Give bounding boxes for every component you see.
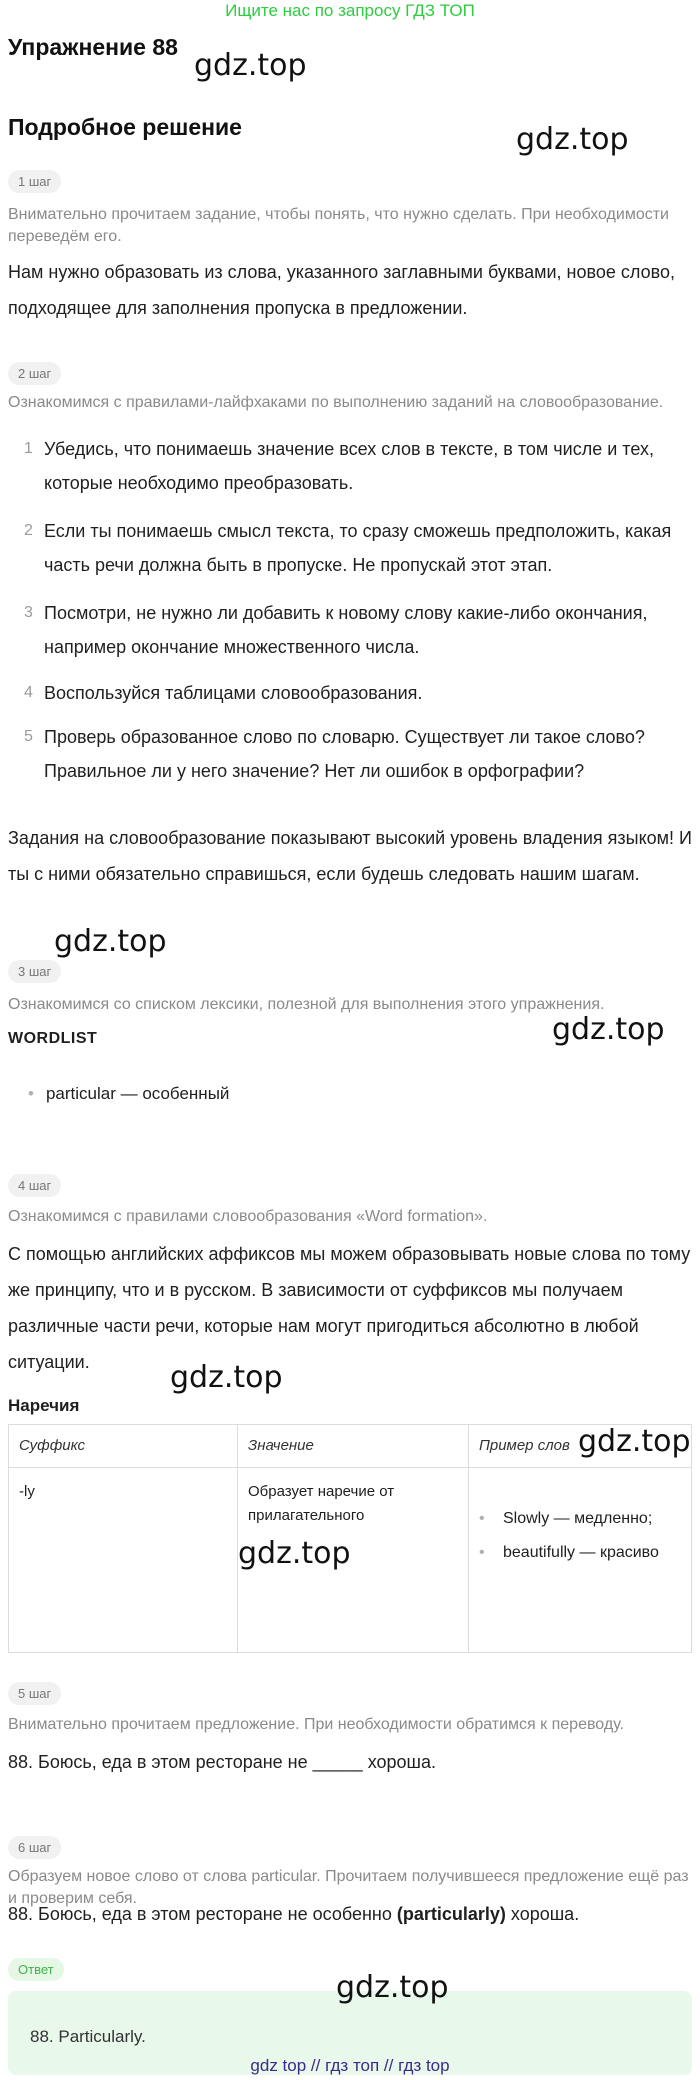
answer-text: 88. Particularly. (30, 2027, 146, 2046)
wordlist-item-text: particular — особенный (45, 1084, 230, 1103)
sentence-end: хороша. (505, 1904, 580, 1924)
watermark: gdz.top (194, 48, 307, 83)
watermark: gdz.top (170, 1360, 283, 1395)
watermark: gdz.top (578, 1424, 691, 1459)
bullet-icon: • (479, 1544, 485, 1561)
bullet-icon: • (479, 1510, 485, 1527)
step-text-5: 88. Боюсь, еда в этом ресторане не _____ хороша. (8, 1752, 436, 1772)
watermark: gdz.top (552, 1012, 665, 1047)
step-badge-5: 5 шаг (8, 1682, 61, 1705)
step-hint-2: Ознакомимся с правилами-лайфхаками по выполнению заданий на словообразование. (8, 394, 664, 411)
list-item-number: 2 (24, 522, 33, 539)
step-hint-6: Образуем новое слово от слова particular. Прочитаем получившееся предложение ещё раз и проверим себя. (8, 1868, 689, 1907)
step-hint-1: Внимательно прочитаем задание, чтобы понять, что нужно сделать. При необходимости переведём его. (8, 206, 669, 245)
wordlist-title: WORDLIST (8, 1030, 98, 1047)
step-text-6 (8, 1896, 692, 1932)
step-outro-2: Задания на словообразование показывают высокий уровень владения языком! И ты с ними обязательно справишься, если будешь следовать нашим шагам. (8, 828, 692, 884)
watermark: gdz.top (54, 924, 167, 959)
answer-badge: Ответ (8, 1958, 64, 1981)
list-item-number: 5 (24, 728, 33, 745)
list-item-text: Убедись, что понимаешь значение всех слов в тексте, в том числе и тех, которые необходимо преобразовать. (44, 439, 654, 493)
example-text: Slowly — медленно; (503, 1510, 653, 1527)
list-item-number: 3 (24, 604, 33, 621)
search-banner[interactable]: Ищите нас по запросу ГДЗ ТОП (225, 1, 475, 20)
list-item-text: Проверь образованное слово по словарю. Существует ли такое слово? Правильное ли у него значение? Нет ли ошибок в орфографии? (44, 727, 645, 781)
page-title: Упражнение 88 (8, 34, 178, 60)
watermark: gdz.top (238, 1536, 351, 1571)
table-cell-examples (469, 1468, 692, 1653)
sentence-start: 88. Боюсь, еда в этом ресторане не особенно (8, 1904, 397, 1924)
wordlist-item (28, 1084, 229, 1104)
step-badge-2: 2 шаг (8, 362, 61, 385)
step-badge-4: 4 шаг (8, 1174, 61, 1197)
footer-links[interactable]: gdz top // гдз топ // гдз top (250, 2056, 450, 2075)
list-item-text: Если ты понимаешь смысл текста, то сразу сможешь предположить, какая часть речи должна быть в пропуске. Не пропускай этот этап. (44, 521, 672, 575)
list-item-number: 4 (24, 684, 33, 701)
watermark: gdz.top (516, 122, 629, 157)
example-text: beautifully — красиво (503, 1544, 659, 1561)
step-text-4: С помощью английских аффиксов мы можем образовывать новые слова по тому же принципу, что и в русском. В зависимости от суффиксов мы получаем различные части речи, которые нам могут пригодиться абсолютно в любой ситуации. (8, 1244, 691, 1372)
answer-word: (particularly) (396, 1904, 506, 1924)
solution-subtitle: Подробное решение (8, 114, 242, 140)
watermark: gdz.top (336, 1970, 449, 2005)
step-hint-4: Ознакомимся с правилами словообразования «Word formation». (8, 1208, 488, 1225)
list-item-text: Посмотри, не нужно ли добавить к новому слову какие-либо окончания, например окончание множественного числа. (44, 603, 648, 657)
list-item (479, 1502, 681, 1536)
section-title-adverbs: Наречия (8, 1396, 80, 1415)
table-header-cell: Суффикс (9, 1425, 238, 1468)
step-hint-5: Внимательно прочитаем предложение. При необходимости обратимся к переводу. (8, 1716, 625, 1733)
table-cell-meaning: Образует наречие от прилагательного (238, 1468, 469, 1653)
step-badge-6: 6 шаг (8, 1836, 61, 1859)
table-cell-suffix: -ly (9, 1468, 238, 1653)
step-text-1: Нам нужно образовать из слова, указанного заглавными буквами, новое слово, подходящее для заполнения пропуска в предложении. (8, 262, 675, 318)
step-hint-3: Ознакомимся со списком лексики, полезной для выполнения этого упражнения. (8, 996, 605, 1013)
step-badge-3: 3 шаг (8, 960, 61, 983)
bullet-icon: • (28, 1084, 34, 1103)
table-header-cell: Пример слов (469, 1425, 692, 1468)
list-item (479, 1536, 681, 1570)
examples-list (479, 1502, 681, 1570)
list-item-number: 1 (24, 440, 33, 457)
table-header-cell: Значение (238, 1425, 469, 1468)
list-item-text: Воспользуйся таблицами словообразования. (44, 683, 423, 703)
step-badge-1: 1 шаг (8, 170, 61, 193)
